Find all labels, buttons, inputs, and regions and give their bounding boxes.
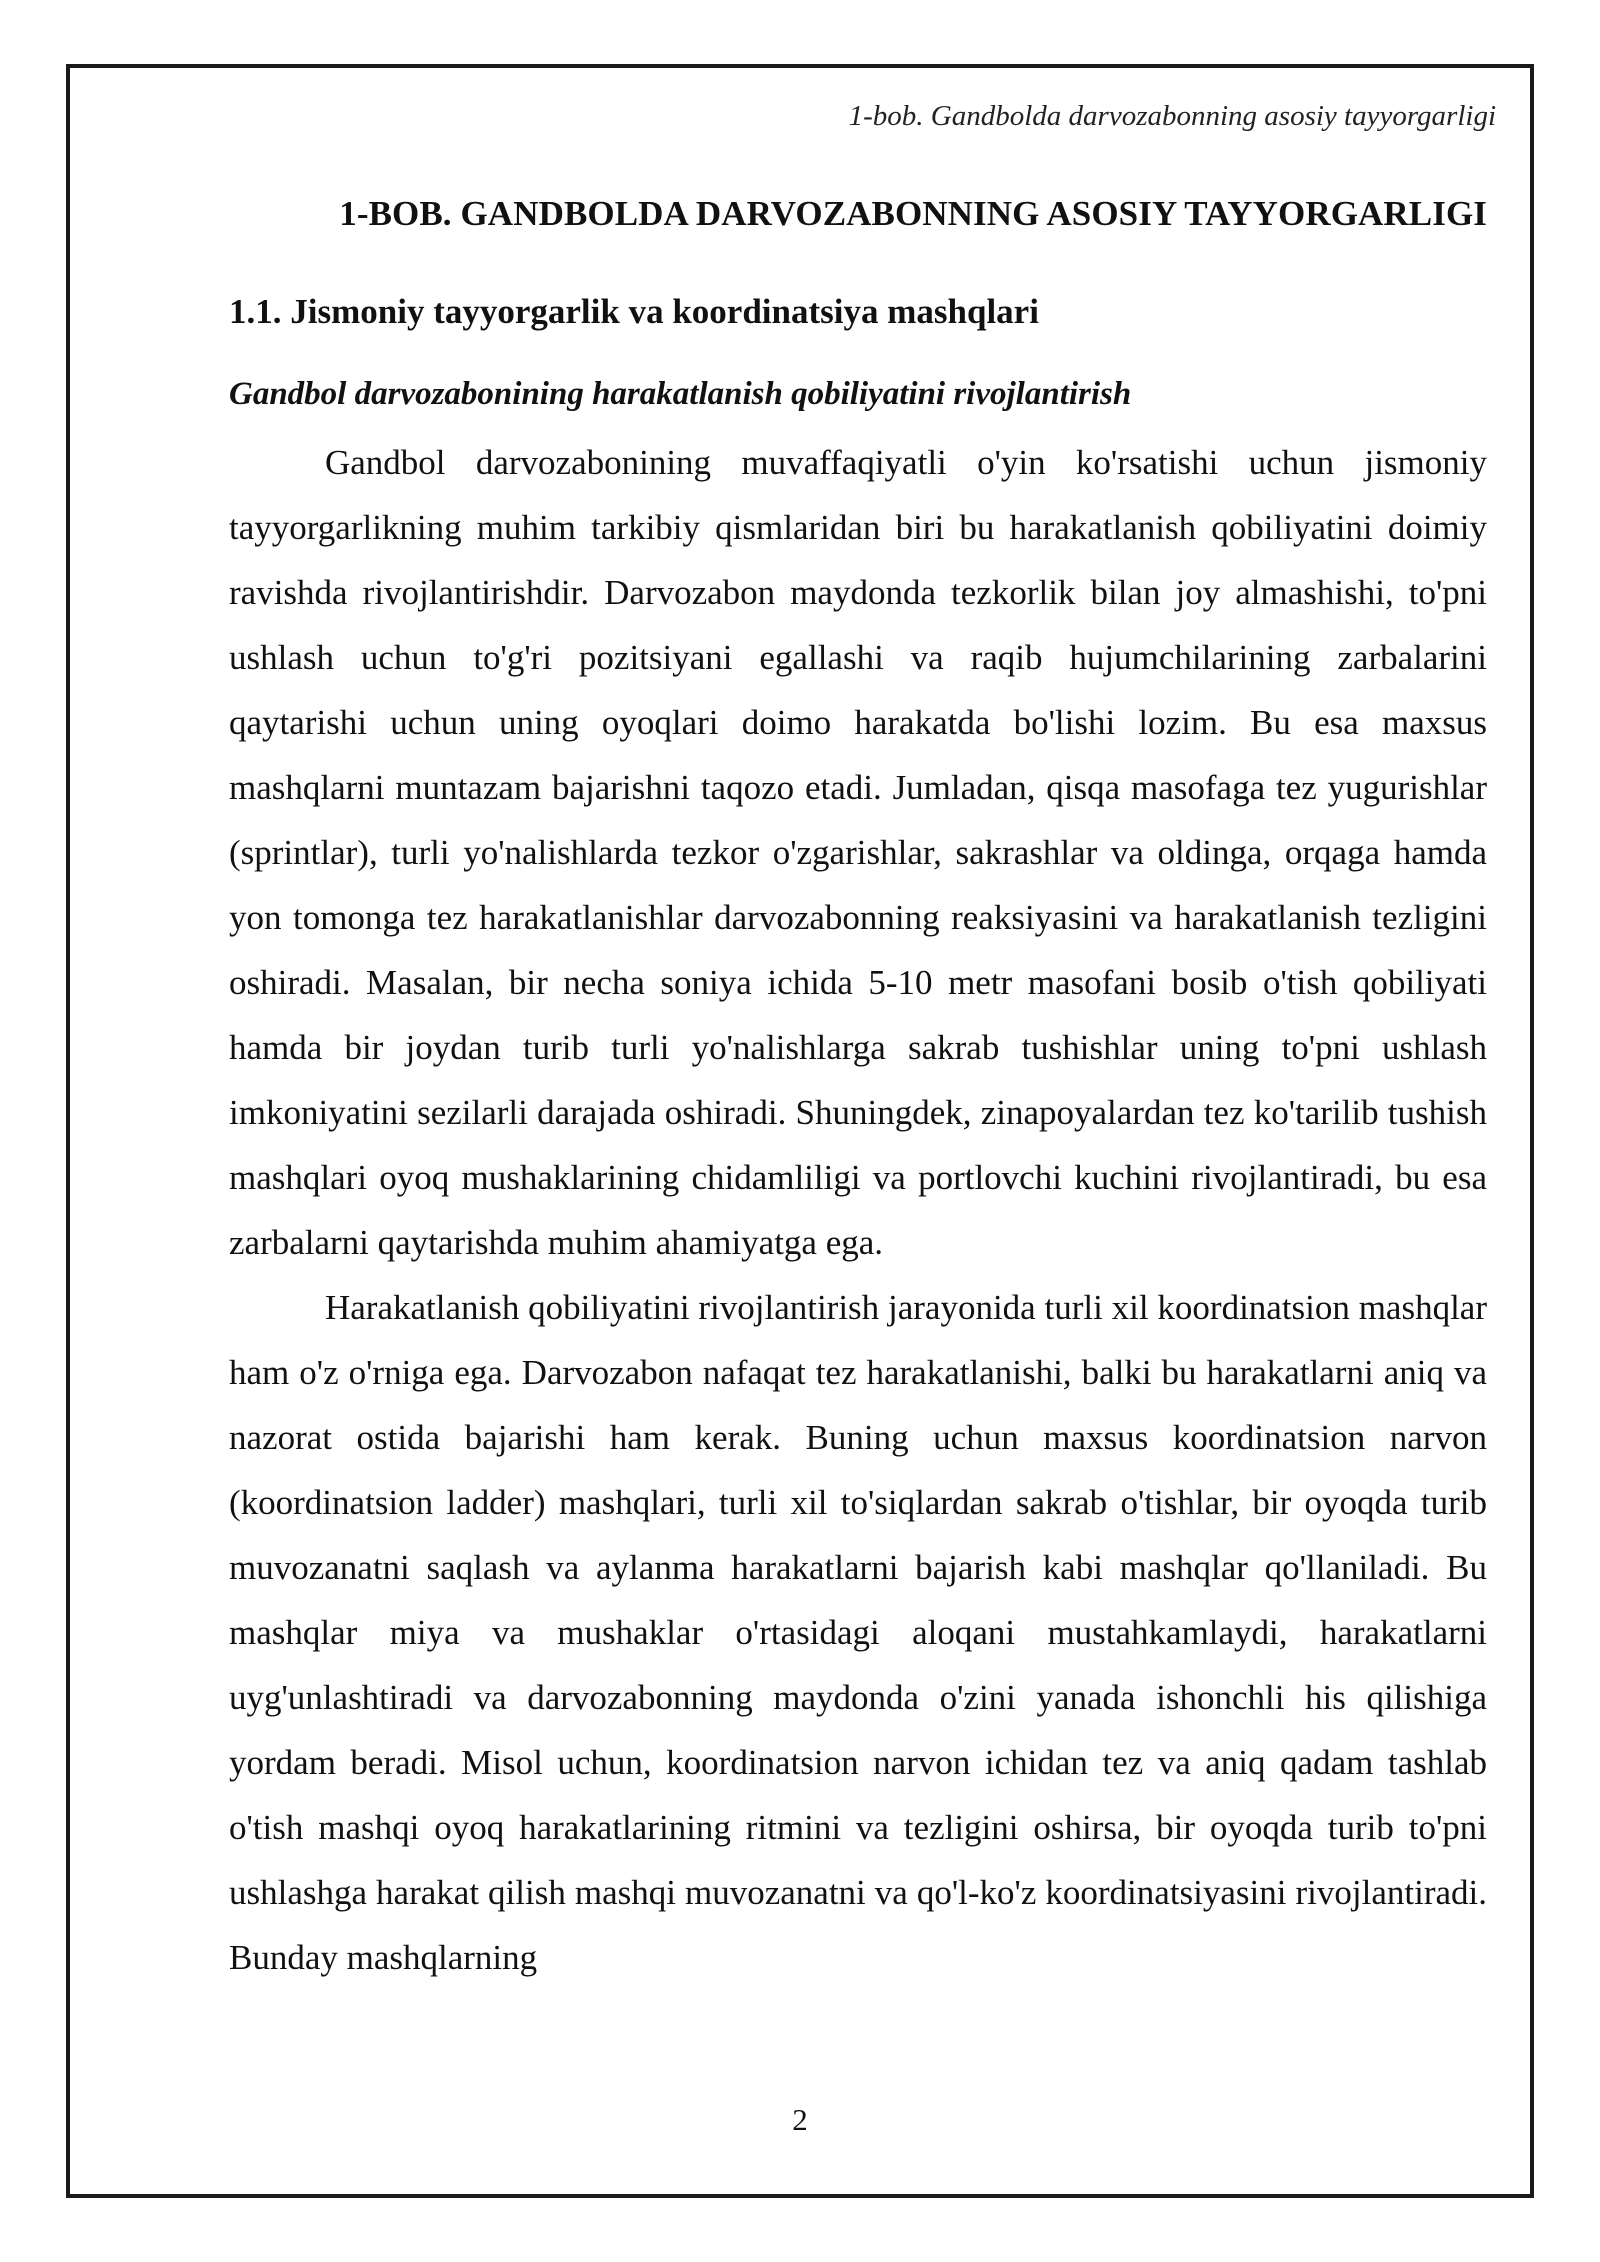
- body-paragraph: Harakatlanish qobiliyatini rivojlantirish jarayonida turli xil koordinatsion mashqlar ham o'z o'rniga ega. Darvozabon nafaqat tez harakatlanishi, balki bu harakatlarni aniq va nazorat ostida bajarishi ham kerak. Buning uchun maxsus koordinatsion narvon (koordinatsion ladder) mashqlari, turli xil to'siqlardan sakrab o'tishlar, bir oyoqda turib muvozanatni saqlash va aylanma harakatlarni bajarish kabi mashqlar qo'llaniladi. Bu mashqlar miya va mushaklar o'rtasidagi aloqani mustahkamlaydi, harakatlarni uyg'unlashtiradi va darvozabonning maydonda o'zini yanada ishonchli his qilishiga yordam beradi. Misol uchun, koordinatsion narvon ichidan tez va aniq qadam tashlab o'tish mashqi oyoq harakatlarining ritmini va tezligini oshirsa, bir oyoqda turib to'pni ushlashga harakat qilish mashqi muvozanatni va qo'l-ko'z koordinatsiyasini rivojlantiradi. Bunday mashqlarning: [229, 1288, 1487, 1977]
- body-paragraph: Gandbol darvozabonining muvaffaqiyatli o'yin ko'rsatishi uchun jismoniy tayyorgarlikning muhim tarkibiy qismlaridan biri bu harakatlanish qobiliyatini doimiy ravishda rivojlantirishdir. Darvozabon maydonda tezkorlik bilan joy almashishi, to'pni ushlash uchun to'g'ri pozitsiyani egallashi va raqib hujumchilarining zarbalarini qaytarishi uchun uning oyoqlari doimo harakatda bo'lishi lozim. Bu esa maxsus mashqlarni muntazam bajarishni taqozo etadi. Jumladan, qisqa masofaga tez yugurishlar (sprintlar), turli yo'nalishlarda tezkor o'zgarishlar, sakrashlar va oldinga, orqaga hamda yon tomonga tez harakatlanishlar darvozabonning reaksiyasini va harakatlanish tezligini oshiradi. Masalan, bir necha soniya ichida 5-10 metr masofani bosib o'tish qobiliyati hamda bir joydan turib turli yo'nalishlarga sakrab tushishlar uning to'pni ushlash imkoniyatini sezilarli darajada oshiradi. Shuningdek, zinapoyalardan tez ko'tarilib tushish mashqlari oyoq mushaklarining chidamliligi va portlovchi kuchini rivojlantiradi, bu esa zarbalarni qaytarishda muhim ahamiyatga ega.: [229, 443, 1487, 1262]
- running-header: 1-bob. Gandbolda darvozabonning asosiy tayyorgarligi: [848, 100, 1496, 132]
- page-number: 2: [792, 2102, 808, 2137]
- subsection-title: Gandbol darvozabonining harakatlanish qobiliyatini rivojlantirish: [229, 376, 1132, 412]
- section-title: 1.1. Jismoniy tayyorgarlik va koordinatsiya mashqlari: [229, 292, 1039, 331]
- document-body: [229, 184, 1487, 1990]
- chapter-title: 1-BOB. GANDBOLDA DARVOZABONNING ASOSIY TAYYORGARLIGI: [339, 194, 1487, 233]
